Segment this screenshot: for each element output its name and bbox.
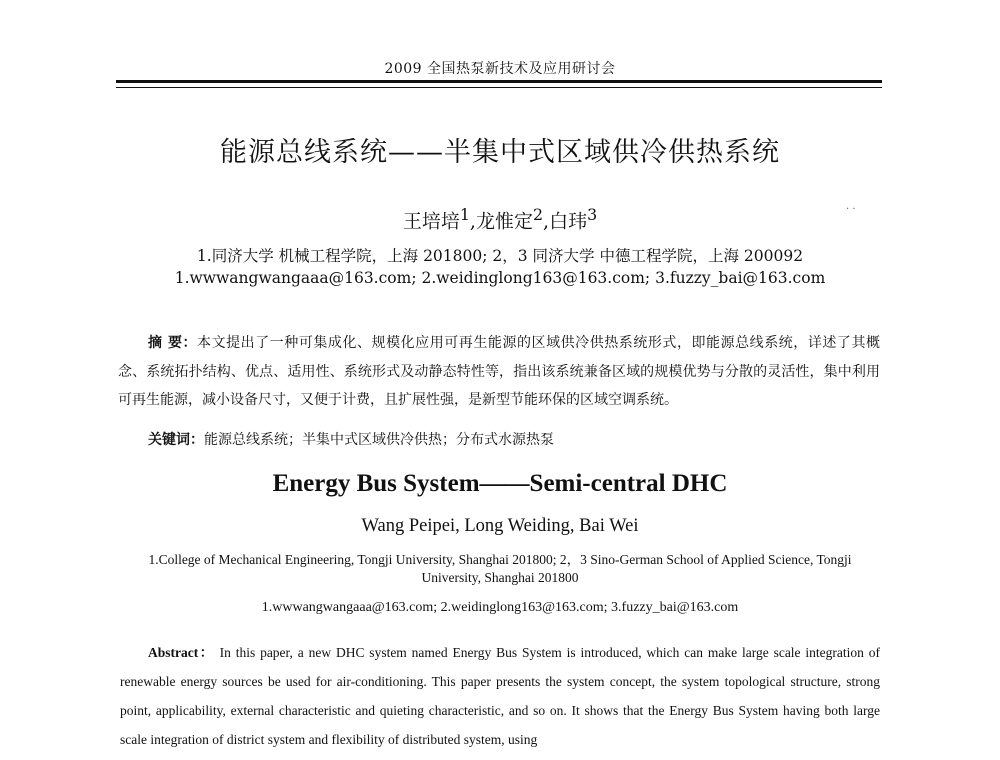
authors-en: Wang Peipei, Long Weiding, Bai Wei <box>361 516 639 536</box>
scan-speck: · · <box>846 204 856 215</box>
keywords-cn-label: 关键词： <box>148 432 204 448</box>
affiliation-en: 1.College of Mechanical Engineering, Tongji University, Shanghai 201800; 2，3 Sino-German School of Applied Science, Tongji University, Shanghai 201800 <box>148 552 852 585</box>
running-header: 2009 全国热泵新技术及应用研讨会 <box>384 61 616 77</box>
author-1-cn: 王培培 <box>402 210 460 233</box>
abstract-cn-text: 本文提出了一种可集成化、规模化应用可再生能源的区域供冷供热系统形式，即能源总线系统，详述了其概念、系统拓扑结构、优点、适用性、系统形式及动静态特性等，指出该系统兼备区域的规模优势与分散的灵活性，集中利用可再生能源，减小设备尺寸，又便于计费，且扩展性强，是新型节能环保的区域空调系统。 <box>118 335 880 408</box>
affiliation-cn: 1.同济大学 机械工程学院，上海 201800; 2，3 同济大学 中德工程学院，上海 200092 <box>196 247 804 265</box>
abstract-en <box>120 638 880 754</box>
header-rule-thin <box>116 87 882 88</box>
author-sep-1: , <box>469 210 476 233</box>
emails-en: 1.wwwangwangaaa@163.com; 2.weidinglong163@163.com; 3.fuzzy_bai@163.com <box>261 600 739 615</box>
author-3-mark: 3 <box>587 205 598 224</box>
keywords-cn-text: 能源总线系统；半集中式区域供冷供热；分布式水源热泵 <box>204 432 554 448</box>
author-sep-2: , <box>543 210 550 233</box>
author-1-mark: 1 <box>459 205 470 224</box>
keywords-cn <box>148 429 878 449</box>
abstract-en-label: Abstract： <box>148 645 215 660</box>
paper-title-en: Energy Bus System——Semi-central DHC <box>272 470 728 497</box>
author-2-mark: 2 <box>532 205 544 224</box>
header-rule-thick <box>116 80 882 83</box>
emails-cn: 1.wwwangwangaaa@163.com; 2.weidinglong163@163.com; 3.fuzzy_bai@163.com <box>174 269 826 287</box>
author-3-cn: 白玮 <box>549 210 588 233</box>
author-2-cn: 龙惟定 <box>475 210 533 233</box>
abstract-en-text: In this paper, a new DHC system named Energy Bus System is introduced, which can make large scale integration of renewable energy sources be used for air-conditioning. This paper presents the system concept, the system topological structure, strong point, applicability, external characteristic and quieting characteristic, and so on. It shows that the Energy Bus System having both large scale integration of district system and flexibility of distributed system, using <box>120 645 881 747</box>
paper-title-cn: 能源总线系统——半集中式区域供冷供热系统 <box>220 137 780 168</box>
abstract-cn-label: 摘 要： <box>148 335 198 351</box>
abstract-cn <box>118 329 880 415</box>
